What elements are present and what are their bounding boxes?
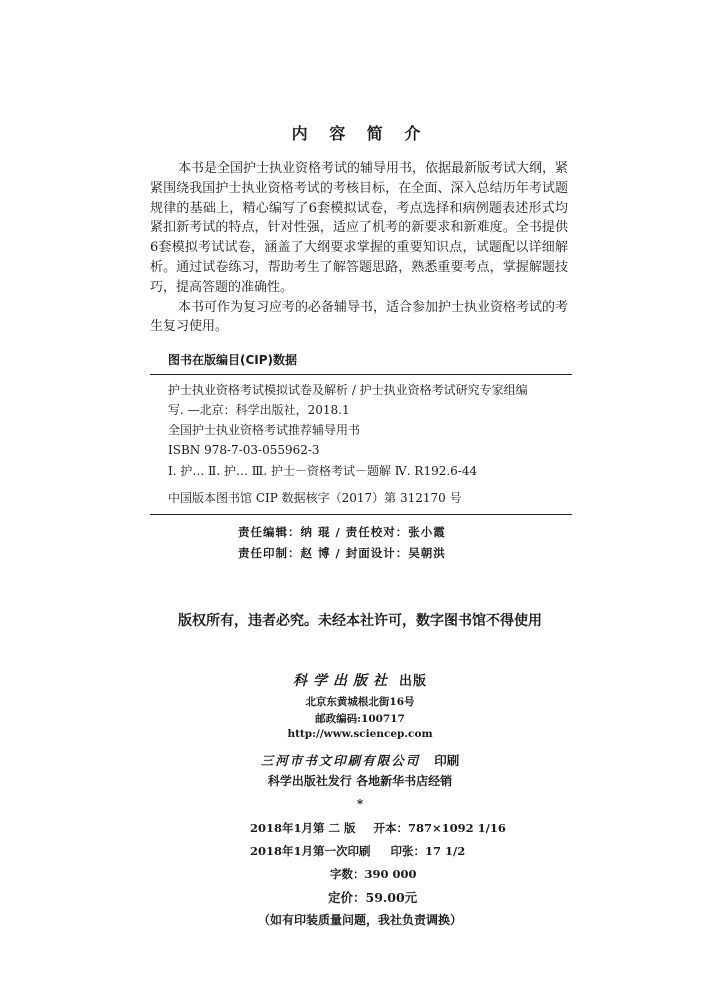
- publisher-postcode: 邮政编码:100717: [315, 713, 405, 725]
- separator-star: *: [356, 797, 364, 811]
- sheets-info: 印张：17 1/2: [390, 844, 466, 858]
- copyright-notice: 版权所有，违者必究。未经本社许可，数字图书馆不得使用: [178, 613, 542, 629]
- cip-classification: [168, 461, 568, 481]
- printer-line: [0, 750, 720, 769]
- page-title: 内 容 简 介: [291, 124, 429, 143]
- cip-top-rule: [150, 374, 572, 375]
- intro-paragraph-2: 本书可作为复习应考的必备辅导书，适合参加护士执业资格考试的考生复习使用。: [150, 299, 569, 335]
- cip-line-number: 中国版本图书馆 CIP 数据核字（2017）第 312170 号: [168, 491, 462, 505]
- quality-notice: （如有印装质量问题，我社负责调换）: [257, 913, 462, 927]
- spec-row-edition: [250, 820, 506, 836]
- publisher-url: http://www.sciencep.com: [287, 728, 433, 740]
- price-info: 定价：59.00元: [328, 890, 418, 905]
- publisher-line: [0, 670, 720, 690]
- cip-line-subjects: Ⅰ. 护… Ⅱ. 护… Ⅲ. 护士－资格考试－题解 Ⅳ. R192.6-44: [168, 464, 478, 478]
- cip-bottom-rule: [150, 514, 572, 515]
- publisher-suffix: 出版: [398, 674, 427, 689]
- printer-suffix: 印刷: [434, 753, 460, 768]
- cip-header: 图书在版编目(CIP)数据: [168, 353, 298, 367]
- printer-name: 三河市书文印刷有限公司: [260, 753, 421, 768]
- publisher-address: 北京东黄城根北街16号: [305, 696, 415, 708]
- distribution-line: 科学出版社发行 各地新华书店经销: [267, 774, 453, 788]
- cip-data-number: [168, 488, 568, 508]
- publisher-name: 科学出版社: [292, 673, 393, 689]
- cip-line-imprint: 写. —北京：科学出版社，2018.1: [168, 403, 350, 417]
- cip-record: [168, 380, 568, 460]
- printing-info: 2018年1月第一次印刷: [250, 844, 371, 858]
- cip-line-isbn: ISBN 978-7-03-055962-3: [168, 443, 320, 457]
- cip-line-title: 护士执业资格考试模拟试卷及解析 / 护士执业资格考试研究专家组编: [168, 383, 528, 397]
- staff-line-production: 责任印制：赵 博 / 封面设计：吴朝洪: [238, 546, 446, 560]
- cip-line-series: 全国护士执业资格考试推荐辅导用书: [168, 423, 361, 437]
- format-info: 开本：787×1092 1/16: [373, 821, 506, 835]
- words-info: 字数：390 000: [330, 867, 417, 881]
- spec-row-printing: [250, 843, 465, 859]
- book-introduction: [150, 159, 568, 337]
- staff-line-editors: 责任编辑：纳 琨 / 责任校对：张小霞: [238, 525, 446, 539]
- intro-paragraph-1: 本书是全国护士执业资格考试的辅导用书，依据最新版考试大纲，紧紧围绕我国护士执业资格考试的考核目标，在全面、深入总结历年考试题规律的基础上，精心编写了6套模拟试卷，考点选择和病例题表述形式均紧扣新考试的特点，针对性强，适应了机考的新要求和新难度。全书提供6套模拟考试试卷，涵盖了大纲要求掌握的重要知识点，试题配以详细解析。通过试卷练习，帮助考生了解答题思路，熟悉重要考点，掌握解题技巧，提高答题的准确性。: [150, 161, 569, 295]
- edition-info: 2018年1月第 二 版: [250, 821, 356, 835]
